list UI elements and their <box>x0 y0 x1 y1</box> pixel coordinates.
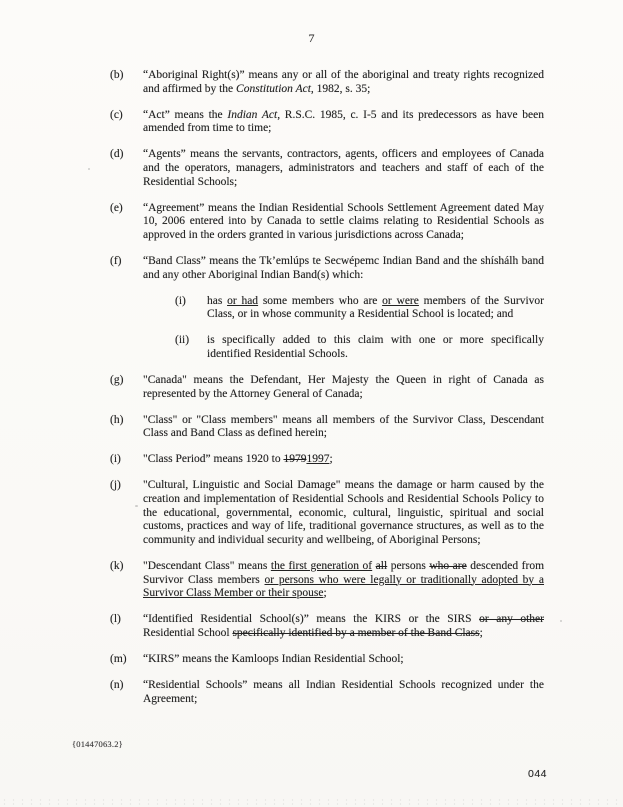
text-run: , R.S.C. 1985, c. I-5 and its predecessors as have been amended from time to time; <box>143 108 544 135</box>
definition-item <box>110 479 544 547</box>
scan-noise-band <box>0 798 623 807</box>
definition-body <box>143 560 544 601</box>
definition-item <box>110 560 544 601</box>
text-run: the first generation of <box>270 559 373 572</box>
definition-text <box>143 453 544 467</box>
definition-label: (b) <box>110 69 124 81</box>
text-run: “Identified Residential School(s)” means the KIRS or the SIRS <box>143 613 480 626</box>
definition-text <box>143 679 544 706</box>
definition-body <box>143 202 544 243</box>
definition-body <box>143 453 544 467</box>
definition-body <box>143 414 544 441</box>
text-run: “Agents” means the servants, contractors, agents, officers and employees of Canada and the operators, managers, administrators and teachers and staff of each of the Residential Schools; <box>143 148 544 188</box>
definition-label: (l) <box>110 613 121 626</box>
definition-text <box>143 255 544 282</box>
definition-label: (j) <box>110 479 121 492</box>
scan-speck <box>88 168 90 170</box>
definition-label: (e) <box>110 201 123 214</box>
definition-text <box>143 613 544 640</box>
definition-label: (f) <box>110 254 122 267</box>
definition-text <box>143 69 544 96</box>
definition-body <box>143 374 544 401</box>
text-run: “Residential Schools” means all Indian Residential Schools recognized under the Agreement; <box>143 679 544 705</box>
text-run: ; <box>479 626 483 639</box>
text-run: members of the Survivor Class, or in whose community a Residential School is located; and <box>207 294 544 321</box>
text-run: , 1982, s. 35; <box>310 82 371 95</box>
file-number: {01447063.2} <box>72 739 123 749</box>
text-run: is specifically added to this claim with one or more specifically identified Residential Schools. <box>207 334 544 360</box>
definition-item <box>110 69 544 96</box>
text-run: "Descendant Class" means <box>143 559 271 572</box>
definition-text <box>143 653 544 667</box>
definition-text <box>143 202 544 243</box>
text-run: all <box>375 559 388 572</box>
text-run: “Band Class” means the Tk’emlúps te Secwépemc Indian Band and the shíshálh band and any other Aboriginal Indian Band(s) which: <box>143 254 544 281</box>
definition-label: (c) <box>110 108 123 121</box>
definition-text <box>143 109 544 136</box>
definition-label: (g) <box>110 374 124 386</box>
text-run: persons <box>387 559 430 572</box>
text-run: ; <box>323 587 327 600</box>
text-run: or persons who were legally or traditionally adopted by a Survivor Class Member or their spouse <box>143 573 545 600</box>
definition-item <box>110 202 544 243</box>
definition-text <box>143 479 544 547</box>
definition-label: (h) <box>110 413 124 426</box>
text-run: "Canada" means the Defendant, Her Majesty the Queen in right of Canada as represented by the Attorney General of Canada; <box>143 374 544 400</box>
definition-item <box>110 414 544 441</box>
definition-label: (d) <box>110 148 124 161</box>
definition-item <box>110 679 544 706</box>
page-number: 7 <box>308 31 315 45</box>
definition-item <box>110 453 544 467</box>
definition-item <box>110 613 544 640</box>
subitem-label: (ii) <box>175 334 190 347</box>
text-run: or had <box>227 294 259 307</box>
definition-item <box>110 109 544 136</box>
definition-text <box>143 374 544 401</box>
subitem-label: (i) <box>175 294 186 307</box>
subitem-text <box>207 334 544 361</box>
definition-subitem <box>143 295 544 322</box>
definition-item <box>110 148 544 189</box>
definition-body <box>143 255 544 362</box>
bates-stamp: 044 <box>528 768 548 780</box>
definition-item <box>110 374 544 401</box>
definition-body <box>143 148 544 189</box>
text-run: specifically identified by a member of the Band Class <box>232 626 480 639</box>
text-run: “KIRS” means the Kamloops Indian Residential School; <box>143 652 404 665</box>
definition-body <box>143 479 544 547</box>
text-run: “Act” means the <box>143 108 228 121</box>
definition-label: (m) <box>110 652 127 665</box>
text-run: Constitution Act <box>236 82 311 95</box>
text-run: "Class" or "Class members" means all members of the Survivor Class, Descendant Class and Band Class as defined herein; <box>143 413 544 440</box>
definition-body <box>143 653 544 667</box>
text-run: or any other <box>479 613 544 626</box>
definitions-list <box>110 69 544 719</box>
subitem-text <box>207 295 544 322</box>
definition-item <box>110 653 544 667</box>
text-run: "Cultural, Linguistic and Social Damage" means the damage or harm caused by the creation and implementation of Residential Schools and Residential Schools Policy to the educational, governmental, economic, cultural, linguistic, spiritual and social customs, practices and way of life, traditional governance structures, as well as to the community and individual security and wellbeing, of Aboriginal Persons; <box>143 479 544 546</box>
definition-subitem <box>143 334 544 361</box>
definition-body <box>143 613 544 640</box>
definition-text <box>143 148 544 189</box>
definition-body <box>143 679 544 706</box>
text-run: “Agreement” means the Indian Residential Schools Settlement Agreement dated May 10, 2006 entered into by Canada to settle claims relating to Residential Schools as approved in the orders granted in various jurisdictions across Canada; <box>143 201 544 241</box>
text-run: 1979 <box>283 453 307 466</box>
definition-body <box>143 69 544 96</box>
text-run: "Class Period” means 1920 to <box>143 453 284 466</box>
definition-label: (i) <box>110 453 121 466</box>
definition-label: (k) <box>110 559 124 572</box>
text-run: Indian Act <box>227 108 278 121</box>
definition-text <box>143 560 544 601</box>
text-run: ; <box>329 453 333 466</box>
text-run: Residential School <box>143 626 233 639</box>
text-run: “Aboriginal Right(s)” means any or all of the aboriginal and treaty rights recognized and affirmed by the <box>143 69 544 95</box>
text-run: has <box>207 294 228 307</box>
text-run: or were <box>382 294 419 307</box>
text-run: some members who are <box>258 294 383 307</box>
definition-label: (n) <box>110 679 124 691</box>
text-run: 1997 <box>306 453 330 466</box>
definition-item <box>110 255 544 362</box>
text-run: descended from Survivor Class members <box>143 559 545 586</box>
scan-speck <box>560 620 562 622</box>
text-run: who are <box>429 559 467 572</box>
definition-body <box>143 109 544 136</box>
definition-text <box>143 414 544 441</box>
